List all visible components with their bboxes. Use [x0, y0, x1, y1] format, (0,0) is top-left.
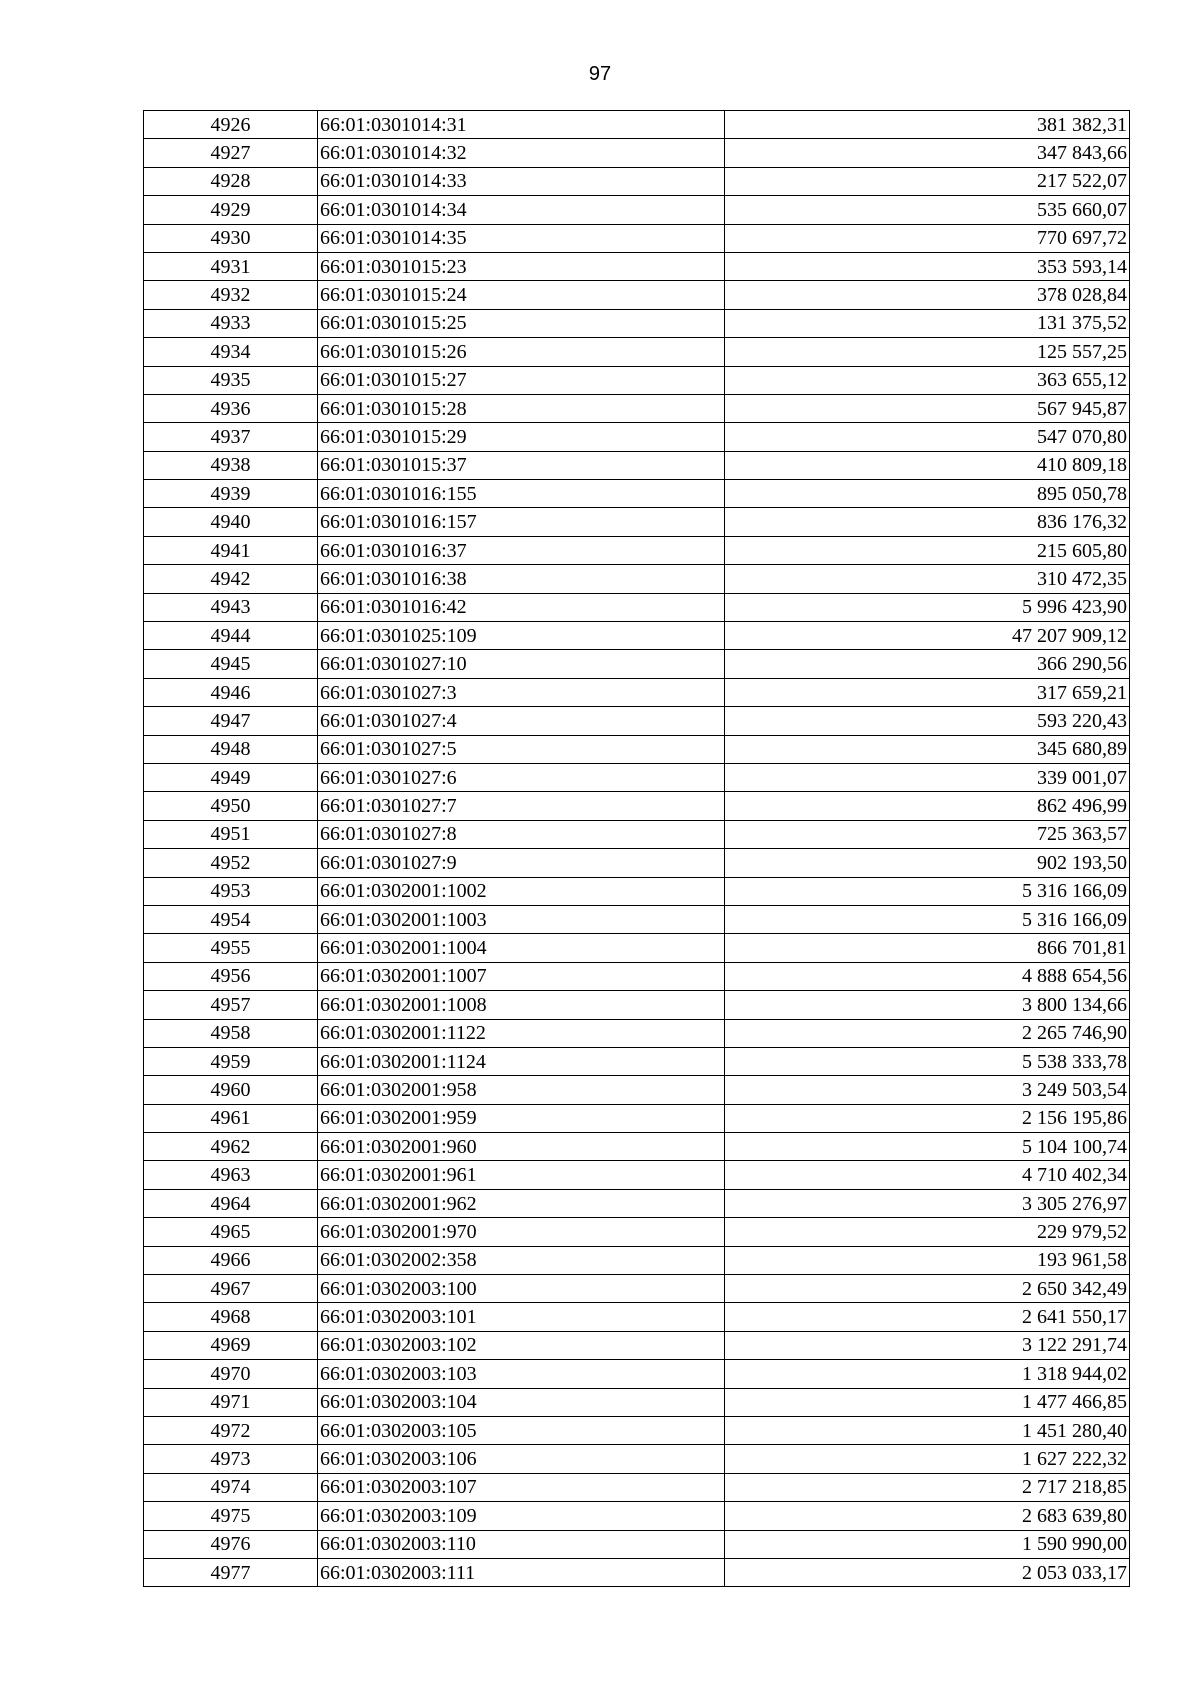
- table-row: [144, 1445, 1130, 1473]
- cadastral-value-cell: 902 193,50: [725, 849, 1130, 877]
- row-number-cell: 4928: [144, 167, 318, 195]
- table-row: [144, 1019, 1130, 1047]
- cadastral-number-cell: 66:01:0302001:961: [318, 1161, 725, 1189]
- cadastral-value-cell: 4 710 402,34: [725, 1161, 1130, 1189]
- cadastral-number-cell: 66:01:0302003:100: [318, 1275, 725, 1303]
- row-number-cell: 4974: [144, 1473, 318, 1501]
- table-row: [144, 252, 1130, 280]
- cadastral-number-cell: 66:01:0301027:6: [318, 763, 725, 791]
- table-row: [144, 1189, 1130, 1217]
- cadastral-value-cell: 2 650 342,49: [725, 1275, 1130, 1303]
- cadastral-number-cell: 66:01:0301014:34: [318, 196, 725, 224]
- cadastral-number-cell: 66:01:0301027:8: [318, 820, 725, 848]
- table-row: [144, 536, 1130, 564]
- cadastral-value-cell: 3 249 503,54: [725, 1076, 1130, 1104]
- cadastral-value-cell: 5 316 166,09: [725, 877, 1130, 905]
- row-number-cell: 4951: [144, 820, 318, 848]
- cadastral-value-cell: 339 001,07: [725, 763, 1130, 791]
- row-number-cell: 4935: [144, 366, 318, 394]
- cadastral-value-table: [143, 110, 1130, 1587]
- cadastral-value-cell: 363 655,12: [725, 366, 1130, 394]
- cadastral-number-cell: 66:01:0301015:27: [318, 366, 725, 394]
- row-number-cell: 4962: [144, 1133, 318, 1161]
- table-row: [144, 1161, 1130, 1189]
- cadastral-number-cell: 66:01:0302002:358: [318, 1246, 725, 1274]
- cadastral-number-cell: 66:01:0302001:1007: [318, 962, 725, 990]
- table-row: [144, 707, 1130, 735]
- cadastral-number-cell: 66:01:0301027:5: [318, 735, 725, 763]
- cadastral-number-cell: 66:01:0302001:959: [318, 1104, 725, 1132]
- table-row: [144, 905, 1130, 933]
- cadastral-value-cell: 310 472,35: [725, 565, 1130, 593]
- cadastral-number-cell: 66:01:0301015:24: [318, 281, 725, 309]
- cadastral-value-cell: 1 451 280,40: [725, 1416, 1130, 1444]
- cadastral-number-cell: 66:01:0301016:37: [318, 536, 725, 564]
- table-row: [144, 111, 1130, 139]
- row-number-cell: 4969: [144, 1331, 318, 1359]
- cadastral-number-cell: 66:01:0302001:970: [318, 1218, 725, 1246]
- row-number-cell: 4943: [144, 593, 318, 621]
- cadastral-number-cell: 66:01:0301015:25: [318, 309, 725, 337]
- cadastral-number-cell: 66:01:0301015:29: [318, 423, 725, 451]
- row-number-cell: 4946: [144, 678, 318, 706]
- table-row: [144, 934, 1130, 962]
- cadastral-value-cell: 2 265 746,90: [725, 1019, 1130, 1047]
- table-row: [144, 309, 1130, 337]
- cadastral-number-cell: 66:01:0302003:110: [318, 1530, 725, 1558]
- cadastral-number-cell: 66:01:0302003:104: [318, 1388, 725, 1416]
- cadastral-number-cell: 66:01:0301015:26: [318, 338, 725, 366]
- table-row: [144, 139, 1130, 167]
- row-number-cell: 4926: [144, 111, 318, 139]
- table-row: [144, 1502, 1130, 1530]
- page-number: 97: [588, 63, 612, 85]
- cadastral-number-cell: 66:01:0301027:3: [318, 678, 725, 706]
- table-row: [144, 877, 1130, 905]
- cadastral-value-cell: 47 207 909,12: [725, 622, 1130, 650]
- cadastral-number-cell: 66:01:0302001:1003: [318, 905, 725, 933]
- table-row: [144, 792, 1130, 820]
- cadastral-value-cell: 1 627 222,32: [725, 1445, 1130, 1473]
- cadastral-number-cell: 66:01:0301014:35: [318, 224, 725, 252]
- cadastral-value-cell: 125 557,25: [725, 338, 1130, 366]
- cadastral-value-cell: 215 605,80: [725, 536, 1130, 564]
- cadastral-number-cell: 66:01:0302001:958: [318, 1076, 725, 1104]
- row-number-cell: 4954: [144, 905, 318, 933]
- table-row: [144, 224, 1130, 252]
- row-number-cell: 4937: [144, 423, 318, 451]
- row-number-cell: 4970: [144, 1360, 318, 1388]
- table-row: [144, 1303, 1130, 1331]
- row-number-cell: 4961: [144, 1104, 318, 1132]
- cadastral-value-cell: 131 375,52: [725, 309, 1130, 337]
- cadastral-number-cell: 66:01:0301016:38: [318, 565, 725, 593]
- cadastral-value-cell: 2 053 033,17: [725, 1558, 1130, 1586]
- table-row: [144, 1275, 1130, 1303]
- table-row: [144, 1218, 1130, 1246]
- cadastral-value-cell: 217 522,07: [725, 167, 1130, 195]
- table-row: [144, 1076, 1130, 1104]
- row-number-cell: 4957: [144, 991, 318, 1019]
- cadastral-number-cell: 66:01:0302003:103: [318, 1360, 725, 1388]
- row-number-cell: 4948: [144, 735, 318, 763]
- cadastral-number-cell: 66:01:0302001:960: [318, 1133, 725, 1161]
- row-number-cell: 4966: [144, 1246, 318, 1274]
- row-number-cell: 4959: [144, 1047, 318, 1075]
- row-number-cell: 4945: [144, 650, 318, 678]
- cadastral-number-cell: 66:01:0302001:1124: [318, 1047, 725, 1075]
- row-number-cell: 4936: [144, 394, 318, 422]
- cadastral-value-cell: 725 363,57: [725, 820, 1130, 848]
- cadastral-value-cell: 229 979,52: [725, 1218, 1130, 1246]
- cadastral-number-cell: 66:01:0302001:962: [318, 1189, 725, 1217]
- cadastral-value-cell: 836 176,32: [725, 508, 1130, 536]
- cadastral-value-cell: 3 122 291,74: [725, 1331, 1130, 1359]
- cadastral-value-cell: 535 660,07: [725, 196, 1130, 224]
- row-number-cell: 4942: [144, 565, 318, 593]
- cadastral-value-cell: 1 318 944,02: [725, 1360, 1130, 1388]
- cadastral-value-cell: 317 659,21: [725, 678, 1130, 706]
- row-number-cell: 4960: [144, 1076, 318, 1104]
- row-number-cell: 4968: [144, 1303, 318, 1331]
- cadastral-value-cell: 193 961,58: [725, 1246, 1130, 1274]
- table-row: [144, 820, 1130, 848]
- row-number-cell: 4934: [144, 338, 318, 366]
- row-number-cell: 4953: [144, 877, 318, 905]
- cadastral-number-cell: 66:01:0302003:109: [318, 1502, 725, 1530]
- cadastral-number-cell: 66:01:0301027:7: [318, 792, 725, 820]
- cadastral-number-cell: 66:01:0301014:32: [318, 139, 725, 167]
- table-body: [144, 111, 1130, 1587]
- cadastral-number-cell: 66:01:0302001:1002: [318, 877, 725, 905]
- row-number-cell: 4958: [144, 1019, 318, 1047]
- row-number-cell: 4975: [144, 1502, 318, 1530]
- cadastral-number-cell: 66:01:0301016:157: [318, 508, 725, 536]
- cadastral-value-cell: 2 156 195,86: [725, 1104, 1130, 1132]
- row-number-cell: 4941: [144, 536, 318, 564]
- row-number-cell: 4949: [144, 763, 318, 791]
- table-row: [144, 962, 1130, 990]
- row-number-cell: 4952: [144, 849, 318, 877]
- row-number-cell: 4972: [144, 1416, 318, 1444]
- cadastral-number-cell: 66:01:0302003:102: [318, 1331, 725, 1359]
- row-number-cell: 4963: [144, 1161, 318, 1189]
- table-row: [144, 763, 1130, 791]
- row-number-cell: 4932: [144, 281, 318, 309]
- cadastral-number-cell: 66:01:0301015:23: [318, 252, 725, 280]
- table-row: [144, 1047, 1130, 1075]
- cadastral-value-cell: 1 590 990,00: [725, 1530, 1130, 1558]
- row-number-cell: 4939: [144, 480, 318, 508]
- cadastral-number-cell: 66:01:0302003:101: [318, 1303, 725, 1331]
- table-row: [144, 1473, 1130, 1501]
- row-number-cell: 4947: [144, 707, 318, 735]
- row-number-cell: 4944: [144, 622, 318, 650]
- table-row: [144, 1133, 1130, 1161]
- cadastral-value-cell: 5 996 423,90: [725, 593, 1130, 621]
- cadastral-value-cell: 3 800 134,66: [725, 991, 1130, 1019]
- table-row: [144, 1246, 1130, 1274]
- table-row: [144, 1530, 1130, 1558]
- table-row: [144, 338, 1130, 366]
- row-number-cell: 4927: [144, 139, 318, 167]
- cadastral-number-cell: 66:01:0301025:109: [318, 622, 725, 650]
- table-row: [144, 1331, 1130, 1359]
- row-number-cell: 4971: [144, 1388, 318, 1416]
- table-row: [144, 593, 1130, 621]
- row-number-cell: 4929: [144, 196, 318, 224]
- row-number-cell: 4950: [144, 792, 318, 820]
- table-row: [144, 849, 1130, 877]
- table-row: [144, 735, 1130, 763]
- cadastral-number-cell: 66:01:0302001:1004: [318, 934, 725, 962]
- cadastral-value-cell: 381 382,31: [725, 111, 1130, 139]
- cadastral-number-cell: 66:01:0302003:105: [318, 1416, 725, 1444]
- cadastral-value-cell: 345 680,89: [725, 735, 1130, 763]
- cadastral-number-cell: 66:01:0301014:33: [318, 167, 725, 195]
- cadastral-value-cell: 2 683 639,80: [725, 1502, 1130, 1530]
- cadastral-value-cell: 2 717 218,85: [725, 1473, 1130, 1501]
- cadastral-value-cell: 866 701,81: [725, 934, 1130, 962]
- cadastral-number-cell: 66:01:0302003:106: [318, 1445, 725, 1473]
- cadastral-number-cell: 66:01:0302001:1008: [318, 991, 725, 1019]
- cadastral-value-cell: 3 305 276,97: [725, 1189, 1130, 1217]
- cadastral-number-cell: 66:01:0302001:1122: [318, 1019, 725, 1047]
- table-row: [144, 622, 1130, 650]
- row-number-cell: 4967: [144, 1275, 318, 1303]
- table-row: [144, 1360, 1130, 1388]
- cadastral-value-cell: 5 104 100,74: [725, 1133, 1130, 1161]
- row-number-cell: 4977: [144, 1558, 318, 1586]
- cadastral-value-cell: 4 888 654,56: [725, 962, 1130, 990]
- cadastral-value-cell: 862 496,99: [725, 792, 1130, 820]
- cadastral-value-cell: 347 843,66: [725, 139, 1130, 167]
- cadastral-value-cell: 2 641 550,17: [725, 1303, 1130, 1331]
- table-row: [144, 1416, 1130, 1444]
- cadastral-value-cell: 5 538 333,78: [725, 1047, 1130, 1075]
- table-row: [144, 167, 1130, 195]
- table-row: [144, 991, 1130, 1019]
- cadastral-value-cell: 770 697,72: [725, 224, 1130, 252]
- cadastral-number-cell: 66:01:0301016:155: [318, 480, 725, 508]
- row-number-cell: 4965: [144, 1218, 318, 1246]
- cadastral-value-cell: 410 809,18: [725, 451, 1130, 479]
- row-number-cell: 4976: [144, 1530, 318, 1558]
- table-row: [144, 281, 1130, 309]
- row-number-cell: 4938: [144, 451, 318, 479]
- cadastral-number-cell: 66:01:0301015:28: [318, 394, 725, 422]
- cadastral-value-cell: 5 316 166,09: [725, 905, 1130, 933]
- row-number-cell: 4955: [144, 934, 318, 962]
- table-row: [144, 650, 1130, 678]
- cadastral-value-cell: 895 050,78: [725, 480, 1130, 508]
- row-number-cell: 4931: [144, 252, 318, 280]
- row-number-cell: 4940: [144, 508, 318, 536]
- table-row: [144, 423, 1130, 451]
- table-row: [144, 508, 1130, 536]
- cadastral-value-cell: 353 593,14: [725, 252, 1130, 280]
- table-row: [144, 451, 1130, 479]
- table-row: [144, 366, 1130, 394]
- cadastral-number-cell: 66:01:0302003:107: [318, 1473, 725, 1501]
- row-number-cell: 4973: [144, 1445, 318, 1473]
- cadastral-value-cell: 1 477 466,85: [725, 1388, 1130, 1416]
- table-row: [144, 1558, 1130, 1586]
- cadastral-value-cell: 593 220,43: [725, 707, 1130, 735]
- table-row: [144, 394, 1130, 422]
- table-row: [144, 1104, 1130, 1132]
- cadastral-value-cell: 567 945,87: [725, 394, 1130, 422]
- cadastral-number-cell: 66:01:0301027:10: [318, 650, 725, 678]
- row-number-cell: 4933: [144, 309, 318, 337]
- cadastral-number-cell: 66:01:0301014:31: [318, 111, 725, 139]
- cadastral-value-cell: 547 070,80: [725, 423, 1130, 451]
- cadastral-number-cell: 66:01:0302003:111: [318, 1558, 725, 1586]
- table-row: [144, 1388, 1130, 1416]
- table-row: [144, 565, 1130, 593]
- cadastral-number-cell: 66:01:0301027:4: [318, 707, 725, 735]
- cadastral-value-cell: 366 290,56: [725, 650, 1130, 678]
- cadastral-value-cell: 378 028,84: [725, 281, 1130, 309]
- row-number-cell: 4964: [144, 1189, 318, 1217]
- row-number-cell: 4956: [144, 962, 318, 990]
- table-row: [144, 480, 1130, 508]
- table-row: [144, 678, 1130, 706]
- cadastral-number-cell: 66:01:0301015:37: [318, 451, 725, 479]
- cadastral-number-cell: 66:01:0301016:42: [318, 593, 725, 621]
- table-row: [144, 196, 1130, 224]
- row-number-cell: 4930: [144, 224, 318, 252]
- cadastral-number-cell: 66:01:0301027:9: [318, 849, 725, 877]
